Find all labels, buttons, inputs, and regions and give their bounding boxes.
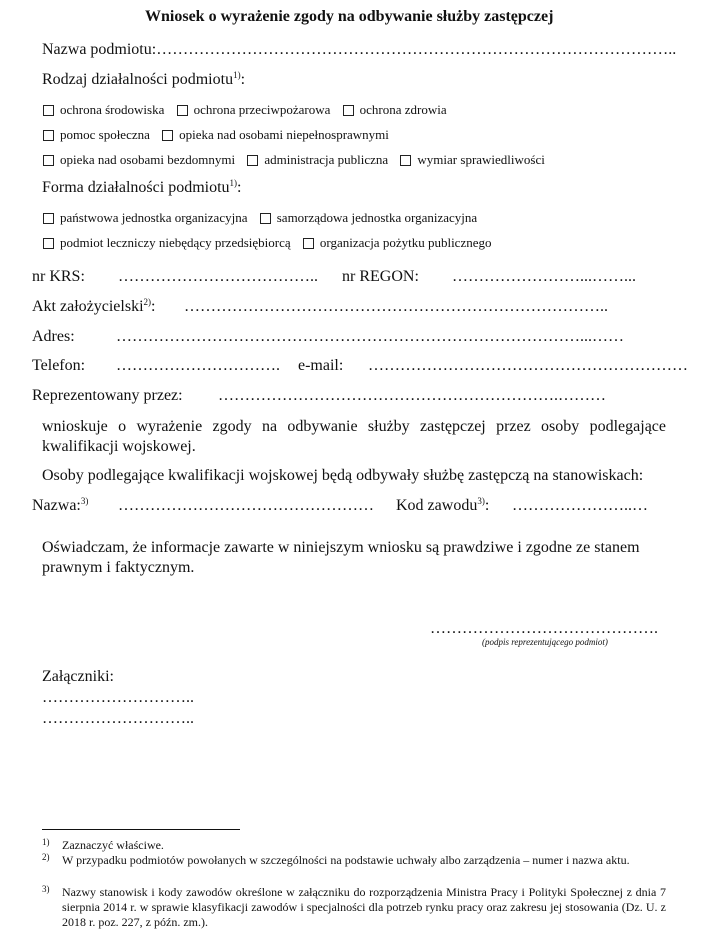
checkbox-wymiar-sprawiedliwosci[interactable] <box>400 152 544 168</box>
activity-type-text: Rodzaj działalności podmiotu <box>42 71 234 88</box>
attachment-line-1[interactable]: ……………………….. <box>42 689 194 706</box>
checkbox-panstwowa-jednostka[interactable] <box>43 210 247 226</box>
checkbox-label: pomoc społeczna <box>60 127 150 142</box>
address-field[interactable]: ……………………………………………………………………………...…… <box>116 328 624 345</box>
regon-field[interactable]: ……………………...……... <box>452 268 636 285</box>
entity-name-label: Nazwa podmiotu: <box>42 41 157 58</box>
email-field[interactable]: …………………………………………………… <box>368 357 688 374</box>
checkbox-label: opieka nad osobami niepełnosprawnymi <box>179 127 389 142</box>
checkbox-opieka-niepelnosprawni[interactable] <box>162 127 389 143</box>
checkbox-box[interactable] <box>43 105 54 116</box>
checkbox-label: ochrona zdrowia <box>359 102 447 117</box>
signature-field[interactable]: ……………………………………. <box>430 620 658 637</box>
activity-form-text: Forma działalności podmiotu <box>42 179 230 196</box>
activity-checkbox-row-2 <box>43 127 389 145</box>
activity-type-label <box>42 71 245 89</box>
document-title: Wniosek o wyrażenie zgody na odbywanie służby zastępczej <box>145 8 554 25</box>
checkbox-label: wymiar sprawiedliwości <box>417 152 545 167</box>
represented-by-field[interactable]: ……………………………………………………….……… <box>218 387 606 404</box>
checkbox-ochrona-zdrowia[interactable] <box>343 102 447 118</box>
occupation-code-colon: : <box>484 497 490 514</box>
checkbox-opieka-bezdomni[interactable] <box>43 152 235 168</box>
activity-form-label <box>42 179 241 197</box>
form-checkbox-row-1 <box>43 210 477 228</box>
checkbox-organizacja-pozytku[interactable] <box>303 235 492 251</box>
footnote-ref-2: 2) <box>143 297 152 307</box>
occupation-code-text: Kod zawodu <box>396 497 478 514</box>
checkbox-box[interactable] <box>303 238 314 249</box>
signature-caption: (podpis reprezentującego podmiot) <box>482 637 608 647</box>
checkbox-label: ochrona środowiska <box>60 102 165 117</box>
declaration-paragraph: Oświadczam, że informacje zawarte w niniejszym wniosku są prawdziwe i zgodne ze stanem prawnym i faktycznym. <box>42 539 640 576</box>
represented-by-label: Reprezentowany przez: <box>32 387 183 404</box>
checkbox-label: ochrona przeciwpożarowa <box>193 102 331 117</box>
footnote-number: 1) <box>42 837 50 847</box>
footnote-ref-3: 3) <box>80 496 89 506</box>
checkbox-label: państwowa jednostka organizacyjna <box>60 210 248 225</box>
checkbox-label: samorządowa jednostka organizacyjna <box>276 210 478 225</box>
attachments-label: Załączniki: <box>42 668 114 685</box>
checkbox-box[interactable] <box>247 155 258 166</box>
checkbox-ochrona-przeciwpozarowa[interactable] <box>177 102 331 118</box>
footnote-text: W przypadku podmiotów powołanych w szczególności na podstawie uchwały albo zarządzenia – numer i nazwa aktu. <box>62 853 630 867</box>
checkbox-box[interactable] <box>162 130 173 141</box>
regon-label: nr REGON: <box>342 268 419 285</box>
activity-form-colon: : <box>237 179 242 196</box>
activity-checkbox-row-3 <box>43 152 545 170</box>
attachment-line-2[interactable]: ……………………….. <box>42 710 194 727</box>
checkbox-samorzadowa-jednostka[interactable] <box>260 210 477 226</box>
footnote-text: Nazwy stanowisk i kody zawodów określone w załączniku do rozporządzenia Ministra Pracy i Polityki Społecznej z dnia 7 sierpnia 2014 r. w sprawie klasyfikacji zawodów i specjalności dla potrzeb rynku pracy oraz zakresu jej stosowania (Dz. U. z 2018 r. poz. 227, z późn. zm.). <box>62 885 666 929</box>
checkbox-box[interactable] <box>400 155 411 166</box>
checkbox-box[interactable] <box>43 155 54 166</box>
address-label: Adres: <box>32 328 75 345</box>
checkbox-label: opieka nad osobami bezdomnymi <box>60 152 236 167</box>
checkbox-label: organizacja pożytku publicznego <box>319 235 492 250</box>
krs-label: nr KRS: <box>32 268 85 285</box>
checkbox-box[interactable] <box>343 105 354 116</box>
position-name-label <box>32 497 88 515</box>
email-label: e-mail: <box>298 357 344 374</box>
request-paragraph: wnioskuje o wyrażenie zgody na odbywanie służby zastępczej przez osoby podlegające kwalifikacji wojskowej. <box>42 418 666 455</box>
founding-act-label <box>32 298 155 316</box>
founding-act-colon: : <box>151 298 156 315</box>
entity-name-field[interactable]: …………………………………………………………………………………….. <box>156 41 677 58</box>
checkbox-box[interactable] <box>177 105 188 116</box>
occupation-code-label <box>396 497 489 515</box>
footnote-separator <box>42 829 240 830</box>
position-name-field[interactable]: ………………………………………… <box>118 497 374 514</box>
activity-type-colon: : <box>240 71 246 88</box>
footnote-number: 2) <box>42 852 50 862</box>
footnote-ref-1: 1) <box>233 70 241 80</box>
position-name-text: Nazwa: <box>32 497 81 514</box>
founding-act-text: Akt założycielski <box>32 298 144 315</box>
footnote-ref-1: 1) <box>229 178 238 188</box>
checkbox-box[interactable] <box>43 238 54 249</box>
footnote-number: 3) <box>42 884 50 894</box>
footnote-text: Zaznaczyć właściwe. <box>62 838 164 852</box>
positions-paragraph: Osoby podlegające kwalifikacji wojskowej będą odbywały służbę zastępczą na stanowiskach: <box>42 467 644 484</box>
checkbox-box[interactable] <box>43 130 54 141</box>
checkbox-label: podmiot leczniczy niebędący przedsiębiorcą <box>60 235 291 250</box>
founding-act-field[interactable]: …………………………………………………………………….. <box>184 298 608 315</box>
checkbox-administracja-publiczna[interactable] <box>247 152 388 168</box>
checkbox-podmiot-leczniczy[interactable] <box>43 235 291 251</box>
phone-field[interactable]: …………………………. <box>116 357 280 374</box>
activity-checkbox-row-1 <box>43 102 447 120</box>
checkbox-pomoc-spoleczna[interactable] <box>43 127 150 143</box>
footnote-ref-3: 3) <box>477 496 485 506</box>
checkbox-ochrona-srodowiska[interactable] <box>43 102 164 118</box>
checkbox-label: administracja publiczna <box>264 152 389 167</box>
phone-label: Telefon: <box>32 357 86 374</box>
checkbox-box[interactable] <box>260 213 271 224</box>
form-checkbox-row-2 <box>43 235 492 253</box>
occupation-code-field[interactable]: …………………..… <box>512 497 648 514</box>
krs-field[interactable]: ……………………………….. <box>118 268 318 285</box>
entity-name-row <box>42 41 676 59</box>
checkbox-box[interactable] <box>43 213 54 224</box>
